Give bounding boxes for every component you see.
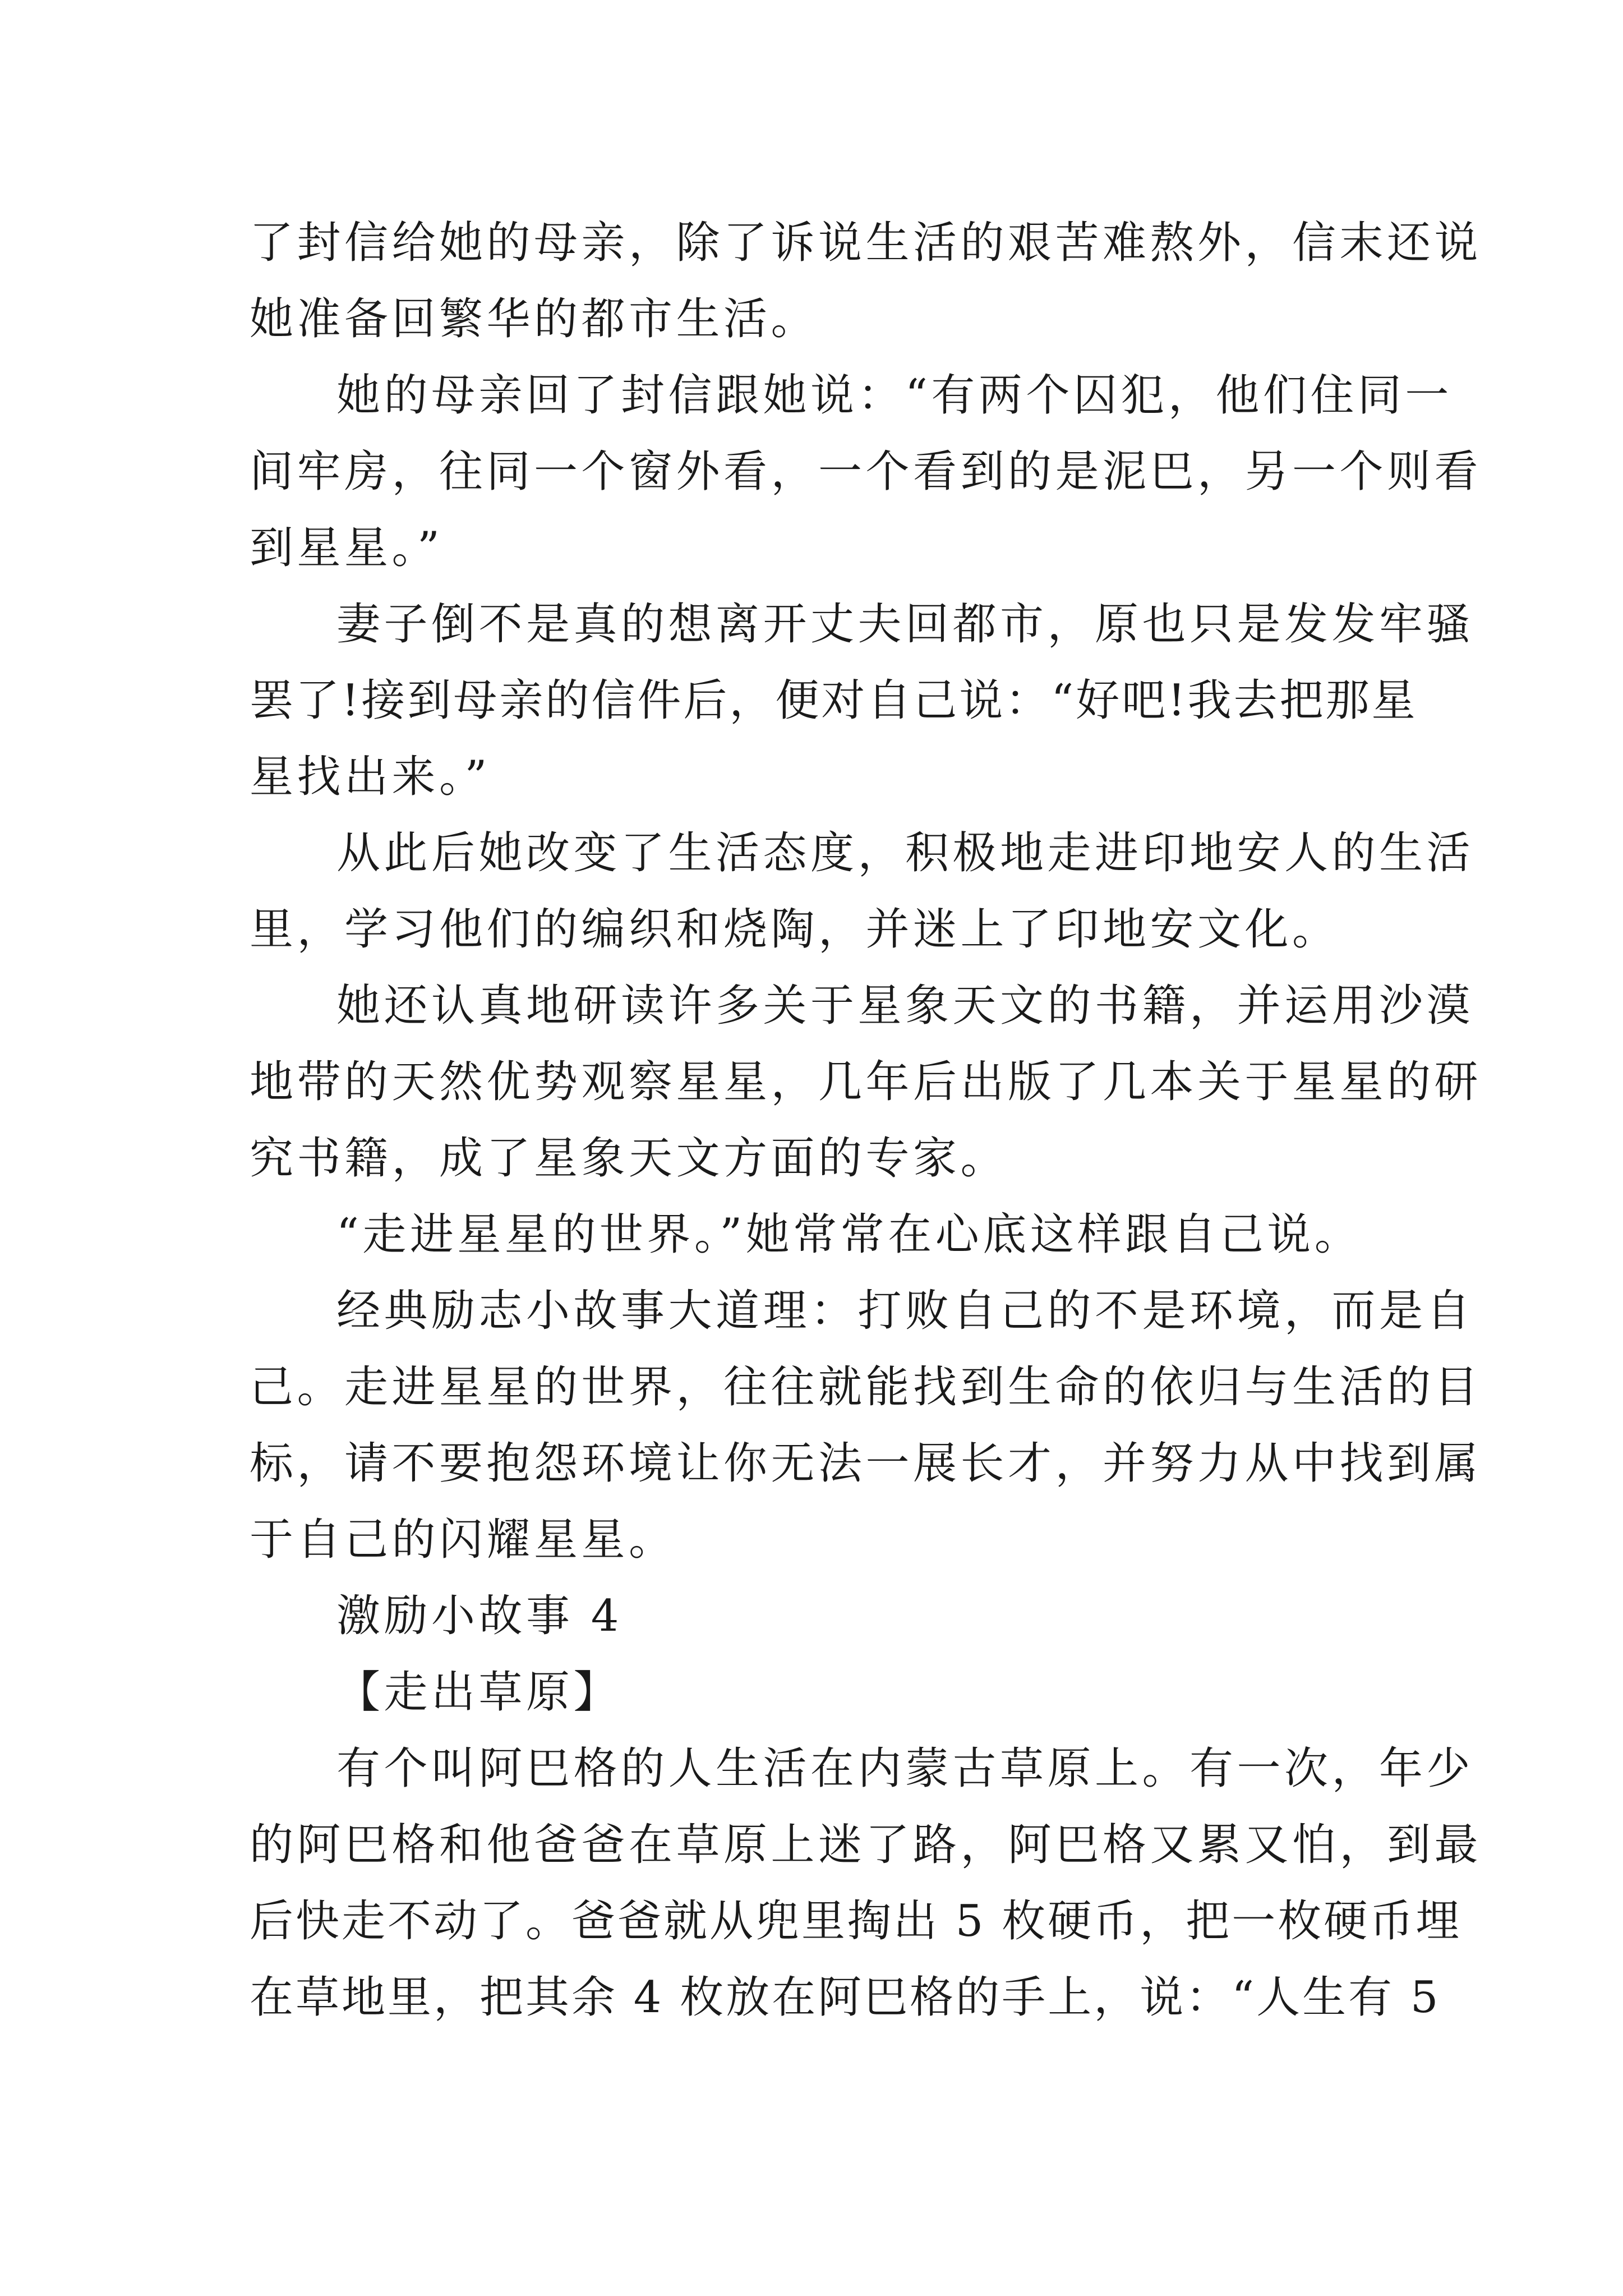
text-line: 到星星。”	[250, 523, 444, 573]
text-line: 经典励志小故事大道理：打败自己的不是环境，而是自	[336, 1286, 1474, 1336]
text-line: 从此后她改变了生活态度，积极地走进印地安人的生活	[336, 828, 1474, 878]
text-line: 究书籍，成了星象天文方面的专家。	[250, 1133, 1008, 1184]
text-line: 后快走不动了。爸爸就从兜里掏出 5 枚硬币，把一枚硬币埋	[250, 1896, 1462, 1947]
text-line: 的阿巴格和他爸爸在草原上迷了路，阿巴格又累又怕，到最	[250, 1820, 1482, 1870]
text-line: 里，学习他们的编织和烧陶，并迷上了印地安文化。	[250, 904, 1340, 955]
text-line: 星找出来。”	[250, 752, 491, 802]
text-line: 了封信给她的母亲，除了诉说生活的艰苦难熬外，信末还说	[250, 218, 1482, 268]
text-line: 标，请不要抱怨环境让你无法一展长才，并努力从中找到属	[250, 1438, 1482, 1489]
text-line: 于自己的闪耀星星。	[250, 1515, 676, 1565]
section-heading: 激励小故事 4	[336, 1591, 623, 1641]
text-line: 己。走进星星的世界，往往就能找到生命的依归与生活的目	[250, 1362, 1482, 1412]
text-line: 她的母亲回了封信跟她说：“有两个囚犯，他们住同一	[336, 370, 1453, 421]
text-line: 妻子倒不是真的想离开丈夫回都市，原也只是发发牢骚	[336, 599, 1474, 650]
text-line: 地带的天然优势观察星星，几年后出版了几本关于星星的研	[250, 1057, 1482, 1107]
text-line: 间牢房，往同一个窗外看，一个看到的是泥巴，另一个则看	[250, 447, 1482, 497]
text-line: 她还认真地研读许多关于星象天文的书籍，并运用沙漠	[336, 981, 1474, 1031]
text-line: “走进星星的世界。”她常常在心底这样跟自己说。	[336, 1209, 1362, 1260]
text-line: 有个叫阿巴格的人生活在内蒙古草原上。有一次，年少	[336, 1743, 1474, 1794]
text-line: 她准备回繁华的都市生活。	[250, 294, 819, 344]
text-line: 在草地里，把其余 4 枚放在阿巴格的手上，说：“人生有 5	[250, 1972, 1441, 2023]
text-line: 罢了!接到母亲的信件后，便对自己说：“好吧!我去把那星	[250, 675, 1418, 726]
story-title: 【走出草原】	[336, 1667, 621, 1718]
